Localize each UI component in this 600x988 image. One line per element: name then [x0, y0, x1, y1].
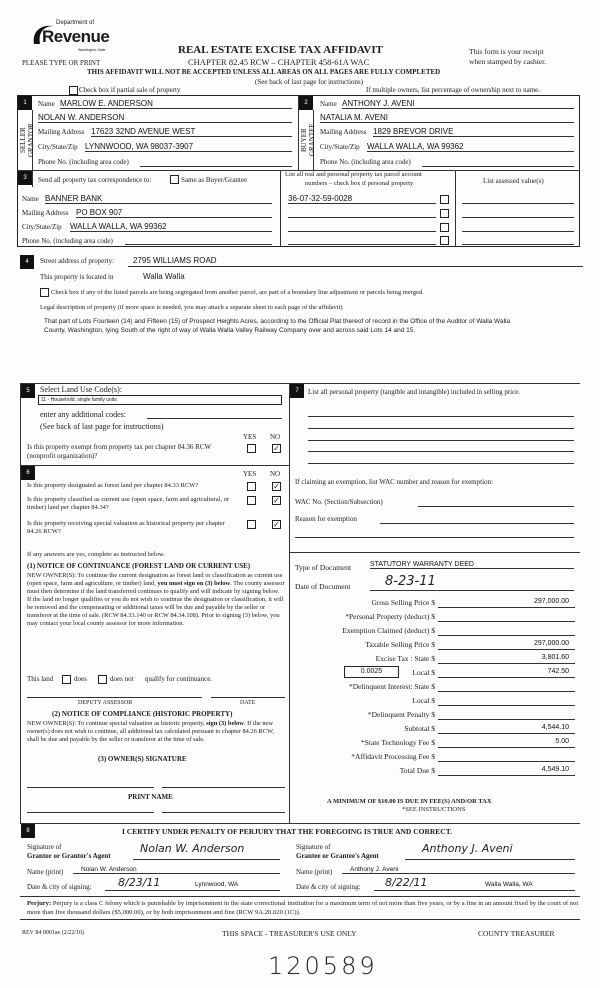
section-3-badge: 3: [18, 171, 32, 185]
completion-warning: THIS AFFIDAVIT WILL NOT BE ACCEPTED UNLESS ALL AREAS ON ALL PAGES ARE FULLY COMPLETED: [87, 68, 441, 76]
divider: [20, 465, 289, 466]
seller-phone-label: Phone No. (including area code): [38, 158, 129, 166]
row-label: *Personal Property (deduct) $: [345, 612, 435, 621]
reason-field[interactable]: [380, 514, 574, 524]
parcel-field-1[interactable]: 36-07-32-59-0028: [288, 194, 436, 204]
form-number: REV 84 0001ae (2/22/10): [22, 930, 85, 936]
parcel-1-personal-checkbox[interactable]: [440, 195, 449, 204]
grantor-name-label: Name (print): [27, 868, 64, 876]
buyer-name-2[interactable]: NATALIA M. AVENI: [320, 113, 574, 123]
yes-header: YES: [243, 433, 257, 441]
send-correspondence-label: Send all property tax correspondence to:: [38, 176, 152, 184]
row-label: *State Technology Fee $: [360, 738, 435, 747]
date-label: DATE: [240, 700, 256, 706]
no-header: NO: [270, 433, 281, 441]
divider: [289, 552, 580, 553]
street-address-label: Street address of property:: [40, 257, 115, 265]
notice-text: NEW OWNER(S): To continue special valuation as historic property,: [27, 720, 205, 727]
personal-property-line-2[interactable]: [308, 428, 574, 429]
perjury-label: Perjury:: [27, 900, 52, 907]
seller-text: SELLER: [19, 127, 27, 153]
notice-bold-text: sign (3) below: [206, 720, 244, 727]
row-label: Excise Tax : State $: [375, 654, 435, 663]
grantor-text: GRANTOR: [27, 123, 35, 157]
seller-name-1[interactable]: MARLOW E. ANDERSON: [60, 99, 292, 109]
wac-label: WAC No. (Section/Subsection): [295, 498, 383, 506]
street-underline: [128, 266, 583, 267]
parcel-4-personal-checkbox[interactable]: [440, 236, 449, 245]
divider: [20, 823, 580, 824]
see-back-label: (See back of last page for instructions): [40, 422, 164, 431]
buyer-city-label: City/State/Zip: [320, 143, 360, 151]
grantor-name-field[interactable]: Nolan W. Anderson: [73, 866, 280, 874]
street-address-field[interactable]: 2795 WILLIAMS ROAD: [133, 256, 217, 265]
yes-header: YES: [243, 470, 257, 478]
excise-tax-local-field[interactable]: 742.50: [438, 668, 575, 678]
exempt-no-checkbox[interactable]: ✓: [273, 444, 280, 453]
buyer-name-label: Name: [320, 100, 337, 108]
delinquent-interest-local-field[interactable]: [438, 696, 575, 706]
buyer-phone-label: Phone No. (including area code): [320, 158, 411, 166]
correspondence-name-field[interactable]: BANNER BANK: [45, 194, 272, 204]
legal-desc-label: Legal description of property (if more space is needed, you may attach a separate sheet to each page of the affidavit): [40, 304, 343, 311]
notice-text: . If the new owner(s) does not wish to continue, all additional tax calculated pursuant to chapter 84.26 RCW, shall be due and payable by the seller or transferor at the time of sale.: [27, 720, 274, 743]
grantor-sig-label-2: Grantor or Grantor's Agent: [27, 852, 111, 860]
additional-codes-label: enter any additional codes:: [40, 410, 126, 419]
state-technology-fee-row: [295, 738, 575, 752]
located-in-label: This property is located in: [40, 273, 114, 281]
logo-line3: Washington State: [78, 48, 106, 52]
row-label: Local $: [412, 668, 435, 677]
taxable-selling-price-field[interactable]: 297,000.00: [438, 640, 575, 650]
owner-signature-line-2[interactable]: [162, 787, 285, 788]
perjury-text: Perjury is a class C felony which is punishable by imprisonment in the state correctional institution for a maximum term of not more than five years, or by a fine in an amount fixed by the court of not more than five thousand dollars ($5,000.00), or by both imprisonment and fine (RCW 9A.20.020 (1C)).: [27, 900, 579, 916]
divider: [289, 383, 290, 823]
owner-signature-label: (3) OWNER(S) SIGNATURE: [98, 755, 187, 763]
located-in-value[interactable]: Walla Walla: [143, 272, 185, 281]
forest-yes-checkbox[interactable]: [247, 482, 256, 491]
section-5-badge: 5: [21, 384, 35, 398]
treasurer-use-only: THIS SPACE - TREASURER'S USE ONLY: [222, 929, 357, 938]
same-as-buyer-checkbox[interactable]: [170, 175, 179, 184]
form-title: REAL ESTATE EXCISE TAX AFFIDAVIT: [178, 44, 383, 56]
multiple-owners-note: If multiple owners, list percentage of ownership next to name.: [366, 86, 540, 94]
subtotal-row: [295, 724, 575, 738]
historical-question: Is this property receiving special valuation as historical property per chapter 84.26 RCW?: [27, 520, 225, 535]
notice-text: NEW OWNER(S): To continue the current designation as forest land or classification as current use (open space, farm and agriculture, or timber) land,: [27, 572, 283, 587]
exempt-question: Is this property exempt from property tax per chapter 84.36 RCW (nonprofit organization)?: [27, 443, 211, 460]
please-type-note: PLEASE TYPE OR PRINT: [22, 59, 101, 67]
grantee-signature: Anthony J. Aveni: [422, 842, 513, 855]
parcel-header-1: List all real and personal property tax parcel account: [285, 171, 422, 178]
exemption-label: If claiming an exemption, list WAC number and reason for exemption:: [295, 478, 493, 486]
doc-type-label: Type of Document: [295, 563, 352, 572]
select-land-use-label: Select Land Use Code(s):: [40, 385, 122, 394]
county-treasurer-label: COUNTY TREASURER: [478, 929, 555, 938]
seller-label: [19, 115, 35, 165]
grantee-name-label: Name (print): [296, 868, 333, 876]
subtotal-field[interactable]: 4,544.10: [438, 724, 575, 734]
notice-compliance-body: [27, 720, 285, 744]
delinquent-penalty-row: [295, 710, 575, 724]
does-label: does: [74, 675, 87, 683]
assessed-field-3[interactable]: [462, 222, 574, 232]
delinquent-interest-local-row: [295, 696, 575, 710]
seller-mailing-label: Mailing Address: [38, 128, 85, 136]
buyer-mailing-field[interactable]: 1829 BREVOR DRIVE: [373, 127, 574, 137]
notice-compliance-title: (2) NOTICE OF COMPLIANCE (HISTORIC PROPERTY): [52, 710, 233, 718]
receipt-note-2: when stamped by cashier.: [469, 57, 547, 66]
grantor-sig-label-1: Signature of: [27, 843, 62, 851]
print-name-label: PRINT NAME: [128, 793, 173, 801]
current-use-question: Is this property classified as current use (open space, farm and agricultural, or timber) land per chapter 84.34?: [27, 496, 230, 511]
notice-text: . The county assessor must then determine if the land transferred continues to qualify and will indicate by signing below. If the land no longer qualifies or you do not wish to continue the designation or classification, it will be removed and the compensating or additional taxes will be due and payable by the seller or transferor at the time of sale. (RCW 84.33.140 or RCW 84.34.108). Prior to signing (3) below, you may contact your local county assessor for more information.: [27, 580, 285, 627]
affidavit-processing-fee-field[interactable]: [438, 752, 575, 762]
does-not-qualify-checkbox[interactable]: [98, 675, 107, 684]
if-yes-note: If any answers are yes, complete as instructed below.: [27, 551, 165, 558]
correspondence-city-field[interactable]: WALLA WALLA, WA 99362: [70, 222, 272, 232]
divider: [20, 383, 21, 823]
parcel-field-4[interactable]: [288, 235, 436, 245]
personal-property-line-5[interactable]: [308, 463, 574, 464]
grantee-date-label: Date & city of signing:: [296, 883, 361, 891]
segregated-label: Check box if any of the listed parcels are being segregated from another parcel, are part of a boundary line adjustment or parcels being merged.: [51, 289, 424, 296]
logo-line1: Department of: [56, 20, 95, 26]
reason-line-2[interactable]: [295, 537, 574, 538]
receipt-note-1: This form is your receipt: [469, 47, 544, 56]
section-4-badge: 4: [20, 255, 34, 269]
buyer-label: [300, 115, 316, 165]
dor-logo: [30, 18, 110, 58]
grantor-city-value: Lynnwood, WA: [195, 881, 239, 888]
historical-no-checkbox[interactable]: ✓: [273, 520, 280, 529]
buyer-text: BUYER: [300, 128, 308, 152]
no-header: NO: [270, 470, 281, 478]
exemption-claimed-row: [295, 626, 575, 640]
grantor-date-value: 8/23/11: [118, 876, 161, 889]
owner-signature-line-1[interactable]: [27, 787, 154, 788]
form-subtitle: CHAPTER 82.45 RCW – CHAPTER 458-61A WAC: [188, 57, 370, 67]
partial-sale-checkbox[interactable]: [69, 86, 78, 95]
current-use-no-checkbox[interactable]: ✓: [273, 496, 280, 505]
assessor-date-line: [211, 697, 285, 698]
forest-land-question: Is this property designated as forest land per chapter 84.33 RCW?: [27, 482, 199, 489]
excise-tax-state-row: [295, 654, 575, 668]
logo-line2: Revenue: [42, 27, 110, 46]
legal-description[interactable]: That part of Lots Fourteen (14) and Fifteen (15) of Prospect Heights Acres, according to the Official Plat thereof of record in the Office of the Auditor of Walla Walla County, Washington, lying South of the right of way of Walla Walla Valley Railway Company over and across said Lots 14 and 15.: [44, 318, 511, 334]
see-instructions-note: *SEE INSTRUCTIONS: [402, 806, 466, 813]
divider: [20, 896, 580, 897]
row-label: Local $: [412, 696, 435, 705]
same-as-buyer-label: Same as Buyer/Grantee: [181, 176, 248, 184]
parcel-2-personal-checkbox[interactable]: [440, 209, 449, 218]
seller-city-label: City/State/Zip: [38, 143, 78, 151]
wac-field[interactable]: [418, 497, 574, 507]
state-technology-fee-field[interactable]: 5.00: [438, 738, 575, 748]
reason-label: Reason for exemption: [295, 515, 357, 523]
assessed-field-2[interactable]: [462, 208, 574, 218]
taxable-selling-price-row: [295, 640, 575, 654]
minimum-due-note: A MINIMUM OF $10.00 IS DUE IN FEE(S) AND/OR TAX: [327, 798, 492, 805]
personal-property-deduct-row: [295, 612, 575, 626]
row-label: Subtotal $: [404, 724, 435, 733]
personal-property-label: List all personal property (tangible and intangible) included in selling price.: [308, 388, 521, 396]
doc-date-value: 8-23-11: [385, 574, 436, 589]
certify-statement: I CERTIFY UNDER PENALTY OF PERJURY THAT THE FOREGOING IS TRUE AND CORRECT.: [122, 827, 453, 836]
name-label: Name: [22, 195, 39, 203]
section-6-badge: 6: [21, 466, 35, 480]
notice-continuance-title: (1) NOTICE OF CONTINUANCE (FOREST LAND OR CURRENT USE): [27, 562, 251, 570]
correspondence-phone-field[interactable]: [125, 236, 272, 245]
seller-phone-field[interactable]: [140, 157, 292, 167]
this-land-label: This land: [27, 675, 54, 683]
handwritten-receipt-number: 120589: [268, 952, 378, 980]
assessed-field-4[interactable]: [462, 235, 574, 245]
buyer-city-field[interactable]: WALLA WALLA, WA 99362: [367, 142, 574, 152]
assessor-signature-line: [27, 697, 202, 698]
local-rate-field[interactable]: 0.0025: [344, 666, 399, 678]
grantee-date-value: 8/22/11: [385, 876, 428, 889]
delinquent-penalty-field[interactable]: [438, 710, 575, 720]
doc-type-field[interactable]: STATUTORY WARRANTY DEED: [370, 561, 574, 569]
grantee-sig-label-2: Grantee or Grantee's Agent: [296, 852, 379, 860]
excise-tax-state-field[interactable]: 3,801.60: [438, 654, 575, 664]
exemption-claimed-field[interactable]: [438, 626, 575, 636]
total-due-row: [295, 766, 575, 780]
seller-name-2[interactable]: NOLAN W. ANDERSON: [38, 113, 292, 123]
gross-selling-price-field[interactable]: 297,000.00: [438, 598, 575, 608]
buyer-phone-field[interactable]: [422, 157, 574, 167]
parcel-field-2[interactable]: [288, 208, 436, 218]
perjury-notice: [27, 899, 582, 917]
affidavit-processing-fee-row: [295, 752, 575, 766]
grantor-date-label: Date & city of signing:: [27, 883, 92, 891]
qualify-label: qualify for continuance.: [145, 675, 213, 683]
seller-mailing-field[interactable]: 17623 32ND AVENUE WEST: [91, 127, 292, 137]
personal-property-line-1[interactable]: [308, 416, 574, 417]
grantee-name-field[interactable]: Anthony J. Aveni: [342, 866, 575, 874]
phone-label: Phone No. (including area code): [22, 237, 113, 245]
notice-bold-text: you must sign on (3) below: [157, 580, 231, 587]
additional-codes-field[interactable]: [147, 409, 282, 419]
row-label: Gross Selling Price $: [371, 598, 435, 607]
row-label: Total Due $: [399, 766, 435, 775]
gross-selling-price-row: [295, 598, 575, 612]
assessed-header: List assessed value(s): [483, 177, 544, 185]
row-label: *Delinquent Interest: State $: [348, 682, 435, 691]
row-label: *Affidavit Processing Fee $: [351, 752, 435, 761]
divider: [20, 919, 580, 920]
buyer-name-1[interactable]: ANTHONY J. AVENI: [342, 99, 574, 109]
current-use-yes-checkbox[interactable]: [247, 496, 256, 505]
row-label: *Delinquent Penalty $: [367, 710, 435, 719]
personal-property-line-3[interactable]: [308, 440, 574, 441]
divider: [455, 170, 456, 247]
historical-yes-checkbox[interactable]: [247, 520, 256, 529]
seller-city-field[interactable]: LYNNWOOD, WA 98037-3907: [85, 142, 292, 152]
see-back-note: (See back of last page for instructions): [255, 78, 364, 86]
divider: [32, 170, 33, 187]
city-label: City/State/Zip: [22, 223, 62, 231]
does-qualify-checkbox[interactable]: [62, 675, 71, 684]
parcel-3-personal-checkbox[interactable]: [440, 223, 449, 232]
buyer-mailing-label: Mailing Address: [320, 128, 367, 136]
notice-continuance-body: [27, 572, 285, 628]
forest-no-checkbox[interactable]: ✓: [273, 482, 280, 491]
exempt-yes-checkbox[interactable]: [247, 444, 256, 453]
excise-tax-local-row: [295, 668, 575, 682]
parcel-field-3[interactable]: [288, 222, 436, 232]
section-8-badge: 8: [21, 824, 35, 838]
section-2-badge: 2: [299, 96, 313, 110]
grantee-city-value: Walla Walla, WA: [485, 881, 533, 888]
personal-property-line-4[interactable]: [308, 451, 574, 452]
row-label: Exemption Claimed (deduct) $: [342, 626, 435, 635]
grantor-signature: Nolan W. Anderson: [140, 842, 245, 855]
section-1-badge: 1: [18, 96, 32, 110]
grantee-text: GRANTEE: [308, 123, 316, 157]
correspondence-mailing-field[interactable]: PO BOX 907: [76, 208, 272, 218]
section-7-badge: 7: [290, 384, 304, 398]
seller-name-label: Name: [38, 100, 55, 108]
print-name-line-2[interactable]: [162, 812, 285, 813]
personal-property-deduct-field[interactable]: [438, 612, 575, 622]
delinquent-interest-state-row: [295, 682, 575, 696]
grantee-sig-label-1: Signature of: [296, 843, 331, 851]
parcel-header-2: numbers – check box if personal property: [305, 180, 414, 187]
doc-date-label: Date of Document: [295, 582, 351, 591]
land-use-code-select[interactable]: 11 - Household, single family units: [38, 395, 282, 405]
row-label: Taxable Selling Price $: [365, 640, 435, 649]
partial-sale-label: Check box if partial sale of property: [79, 86, 181, 94]
divider: [280, 170, 281, 247]
assessed-field-1[interactable]: [462, 194, 574, 204]
does-not-label: does not: [110, 675, 134, 683]
deputy-assessor-label: DEPUTY ASSESSOR: [78, 700, 133, 706]
print-name-line-1[interactable]: [27, 812, 154, 813]
mailing-label: Mailing Address: [22, 209, 69, 217]
total-due-field[interactable]: 4,549.10: [438, 766, 575, 776]
segregated-checkbox[interactable]: [40, 288, 49, 297]
delinquent-interest-state-field[interactable]: [438, 682, 575, 692]
